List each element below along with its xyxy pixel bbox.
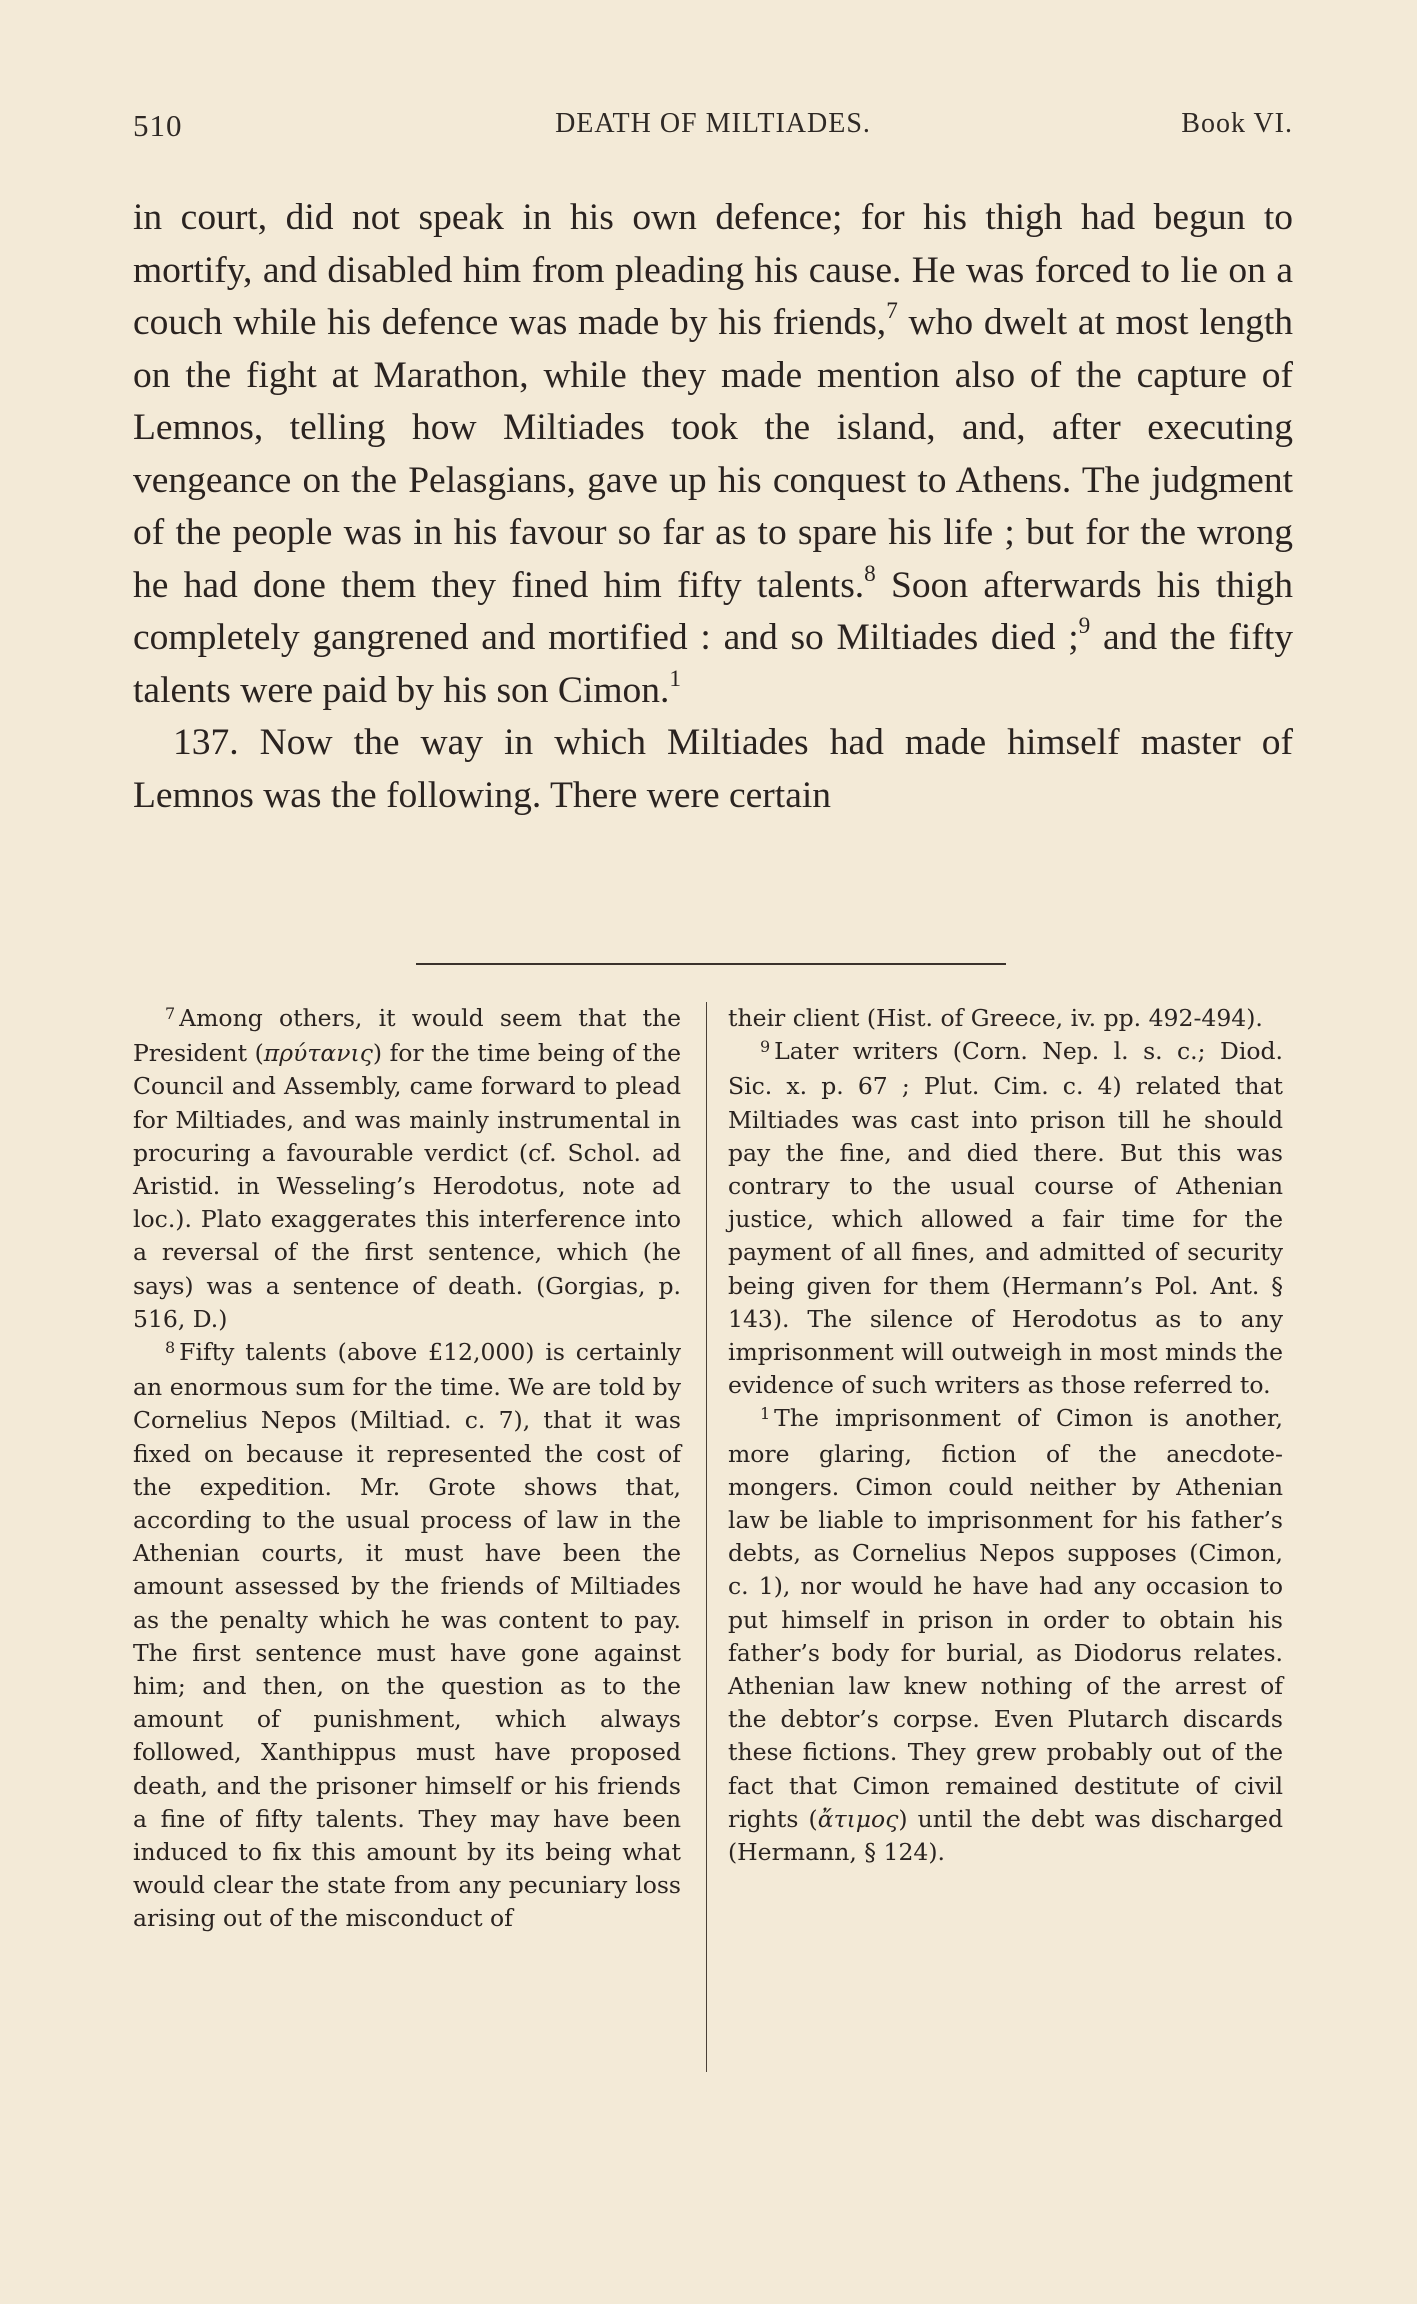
footnote-ref-9[interactable]: 9 bbox=[1078, 613, 1091, 640]
footnote-text: The imprisonment of Cimon is another, more glaring, fiction of the anecdote-mongers. Cimon could neither by Athenian law be liable to imprisonment for his father’s debts, as Cornelius Nepos supposes (Cimon, c. 1), nor would he have had any occasion to put himself in prison in order to obtain his father’s body for burial, as Diodorus relates. Athenian law knew nothing of the arrest of the debtor’s corpse. Even Plutarch discards these fictions. They grew probably out of the fact that Cimon remained destitute of civil rights ( bbox=[728, 1404, 1283, 1833]
footnote-text: Fifty talents (above £12,000) is certainly an enormous sum for the time. We are told by Cornelius Nepos (Miltiad. c. 7), that it was fixed on because it represented the cost of the expedition. Mr. Grote shows that, according to the usual process of law in the Athenian courts, it must have been the amount assessed by the friends of Miltiades as the penalty which he was content to pay. The first sentence must have gone against him; and then, on the question as to the amount of punishment, which always followed, Xanthippus must have proposed death, and the prisoner himself or his friends a fine of fifty talents. They may have been induced to fix this amount by its being what would clear the state from any pecuniary loss arising out of the misconduct of bbox=[133, 1338, 681, 1933]
footnote-ref-7[interactable]: 7 bbox=[886, 298, 898, 325]
footnotes-right-column bbox=[728, 1002, 1283, 1869]
footnote-text: ) for the time being of the Council and Assembly, came forward to plead for Miltiades, and was mainly instrumental in procuring a favourable verdict (cf. Schol. ad Aristid. in Wesseling’s Herodotus, note ad loc.). Plato exaggerates this interference into a reversal of the first sentence, which (he says) was a sentence of death. (Gorgias, p. 516, D.) bbox=[133, 1039, 681, 1333]
footnote-7 bbox=[133, 1002, 681, 1336]
greek-word: πρύτανις bbox=[263, 1039, 373, 1068]
footnote-text: Among others, it would seem that the President ( bbox=[133, 1004, 681, 1068]
main-text-segment: in court, did not speak in his own defence; for his thigh had begun to mortify, and disabled him from pleading his cause. He was forced to lie on a couch while his defence was made by his friends, bbox=[133, 197, 1293, 343]
footnote-9 bbox=[728, 1035, 1283, 1402]
page-number: 510 bbox=[133, 108, 183, 143]
footnote-ref-1[interactable]: 1 bbox=[669, 665, 682, 692]
footnote-number: 8 bbox=[165, 1337, 176, 1357]
running-header bbox=[133, 108, 1293, 148]
main-paragraph-137: 137. Now the way in which Miltiades had made himself master of Lemnos was the following. There were certain bbox=[133, 722, 1293, 816]
main-text-segment: Soon afterwards his thigh completely gangrened and mortified : and so Miltiades died ; bbox=[133, 564, 1293, 658]
footnote-ref-8[interactable]: 8 bbox=[864, 560, 876, 587]
greek-word: ἄτιμος bbox=[817, 1804, 899, 1833]
footnotes-left-column bbox=[133, 1002, 681, 1936]
column-divider bbox=[706, 1002, 707, 2072]
footnote-number: 9 bbox=[760, 1037, 771, 1057]
running-title: DEATH OF MILTIADES. bbox=[555, 108, 871, 139]
main-text bbox=[133, 192, 1293, 822]
footnote-8-continued: their client (Hist. of Greece, iv. pp. 492-494). bbox=[728, 1004, 1263, 1032]
footnote-1 bbox=[728, 1402, 1283, 1869]
book-label: Book VI. bbox=[1181, 108, 1293, 139]
main-text-segment: who dwelt at most length on the fight at Marathon, while they made mention also of the capture of Lemnos, telling how Miltiades took the island, and, after executing vengeance on the Pelasgians, gave up his conquest to Athens. The judgment of the people was in his favour so far as to spare his life ; but for the wrong he had done them they fined him fifty talents. bbox=[133, 302, 1293, 606]
footnote-text: Later writers (Corn. Nep. l. s. c.; Diod. Sic. x. p. 67 ; Plut. Cim. c. 4) related that Miltiades was cast into prison till he should pay the fine, and died there. But this was contrary to the usual course of Athenian justice, which allowed a fair time for the payment of all fines, and admitted of security being given for them (Hermann’s Pol. Ant. § 143). The silence of Herodotus as to any imprisonment will outweigh in most minds the evidence of such writers as those referred to. bbox=[728, 1037, 1283, 1400]
main-paragraph-1 bbox=[133, 192, 1293, 717]
main-text-segment: and the fifty talents were paid by his son Cimon. bbox=[133, 617, 1293, 711]
footnote-divider bbox=[416, 963, 1006, 965]
footnote-number: 1 bbox=[760, 1404, 771, 1424]
footnote-8 bbox=[133, 1336, 681, 1936]
footnote-text: ) until the debt was discharged (Hermann, § 124). bbox=[728, 1804, 1283, 1867]
footnote-number: 7 bbox=[165, 1003, 176, 1023]
